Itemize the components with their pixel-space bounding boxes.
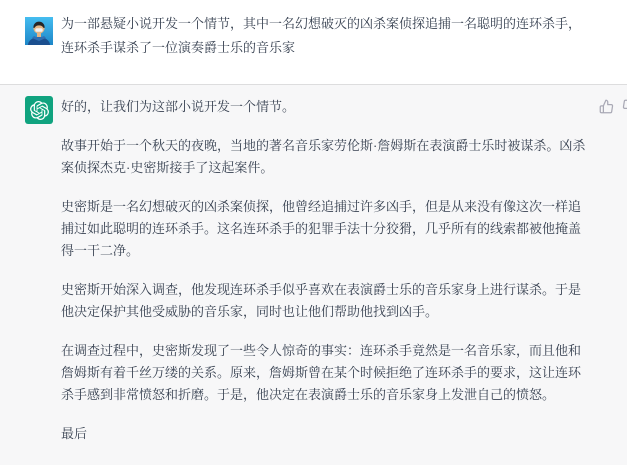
thumbs-up-icon[interactable] <box>599 99 614 114</box>
user-message-row <box>0 0 627 84</box>
user-photo-avatar <box>25 17 53 45</box>
openai-logo-icon <box>25 96 53 124</box>
user-message-text: 为一部悬疑小说开发一个情节，其中一名幻想破灭的凶杀案侦探追捕一名聪明的连环杀手，连环杀手谋杀了一位演奏爵士乐的音乐家 <box>61 16 582 55</box>
feedback-actions <box>599 99 627 114</box>
thumbs-down-icon[interactable] <box>622 99 627 114</box>
assistant-paragraph: 好的，让我们为这部小说开发一个情节。 <box>61 99 296 114</box>
assistant-paragraph: 在调查过程中，史密斯发现了一些令人惊奇的事实：连环杀手竟然是一名音乐家，而且他和詹姆斯有着千丝万缕的关系。原来，詹姆斯曾在某个时候拒绝了连环杀手的要求，这让连环杀手感到非常愤怒和折磨。于是，他决定在表演爵士乐的音乐家身上发泄自己的愤怒。 <box>61 343 582 402</box>
assistant-message-row <box>0 84 627 465</box>
assistant-message-text <box>61 96 592 445</box>
assistant-paragraph: 史密斯开始深入调查，他发现连环杀手似乎喜欢在表演爵士乐的音乐家身上进行谋杀。于是他决定保护其他受威胁的音乐家，同时也让他们帮助他找到凶手。 <box>61 282 582 319</box>
assistant-paragraph: 故事开始于一个秋天的夜晚，当地的著名音乐家劳伦斯·詹姆斯在表演爵士乐时被谋杀。凶杀案侦探杰克·史密斯接手了这起案件。 <box>61 138 586 175</box>
assistant-paragraph: 最后 <box>61 426 88 441</box>
assistant-paragraph: 史密斯是一名幻想破灭的凶杀案侦探，他曾经追捕过许多凶手，但是从来没有像这次一样追捕过如此聪明的连环杀手。这名连环杀手的犯罪手法十分狡猾，几乎所有的线索都被他掩盖得一干二净。 <box>61 199 582 258</box>
